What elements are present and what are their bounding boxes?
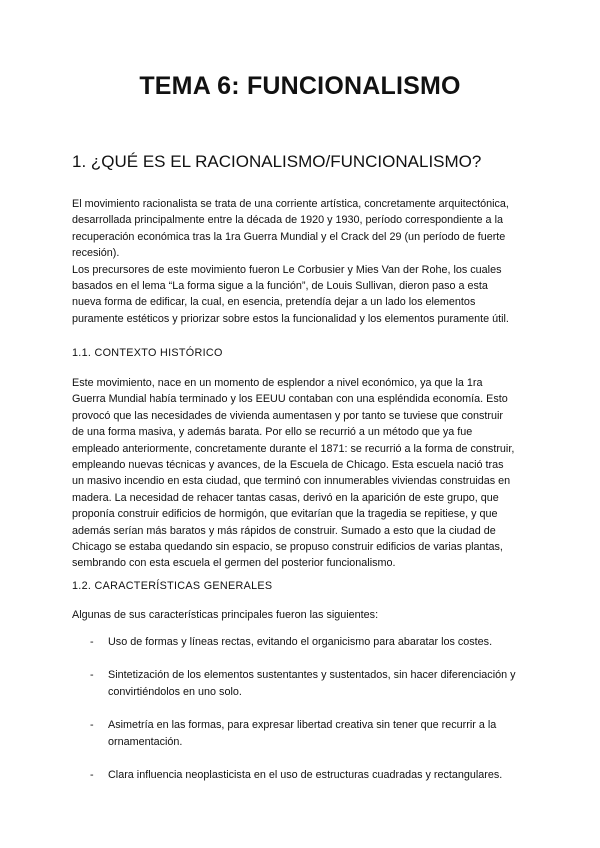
text-line: Chicago se estaba quedando sin espacio, se propuso construir edificios de varias plantas, <box>72 541 503 554</box>
text-line: un masivo incendio en esta ciudad, que terminó con innumerables viviendas construidas en <box>72 475 511 488</box>
text-line: madera. La necesidad de rehacer tantas casas, derivó en la aparición de este grupo, que <box>72 491 499 504</box>
bullet-dash: - <box>90 769 94 782</box>
text-line: provocó que las necesidades de vivienda aumentasen y por tanto se tuviese que construir <box>72 409 503 422</box>
text-line: Guerra Mundial había terminado y los EEUU contaban con una espléndida economía. Esto <box>72 393 508 406</box>
text-line: empleando nuevas técnicas y avances, de la Escuela de Chicago. Esta escuela nació tras <box>72 459 504 472</box>
text-line: Los precursores de este movimiento fueron Le Corbusier y Mies Van der Rohe, los cuales <box>72 263 502 276</box>
text-line: empleado anteriormente, concretamente durante el 1871: se recurrió a la forma de construir, <box>72 442 515 455</box>
text-line: además serían más baratos y más rápidos de construir. Sumado a esto que la ciudad de <box>72 524 496 537</box>
text-line: Asimetría en las formas, para expresar libertad creativa sin tener que recurrir a la <box>108 719 497 732</box>
list-item <box>72 717 542 750</box>
text-line: recuperación económica tras la 1ra Guerra Mundial y el Crack del 29 (un período de fuerte <box>72 230 506 243</box>
text-line: Uso de formas y líneas rectas, evitando el organicismo para abaratar los costes. <box>108 636 493 648</box>
features-list <box>72 634 542 783</box>
text-line: proponía construir edificios de hormigón, que evitarían que la tragedia se repitiese, y que <box>72 508 498 521</box>
text-line: ornamentación. <box>108 735 183 748</box>
list-item <box>72 634 542 650</box>
page-title: TEMA 6: FUNCIONALISMO <box>139 72 461 100</box>
text-line: sembrando con esta escuela el germen del posterior funcionalismo. <box>72 557 396 570</box>
text-line: Sintetización de los elementos sustentantes y sustentados, sin hacer diferenciación y <box>108 669 516 682</box>
text-line: puramente estéticos y priorizar sobre estos la funcionalidad y los elementos puramente útil. <box>72 312 509 325</box>
subsection-heading-1-2: 1.2. CARACTERÍSTICAS GENERALES <box>72 580 273 592</box>
bullet-dash: - <box>90 719 94 732</box>
text-line: Este movimiento, nace en un momento de esplendor a nivel económico, ya que la 1ra <box>72 377 483 389</box>
subsection-heading-1-1: 1.1. CONTEXTO HISTÓRICO <box>72 347 223 359</box>
features-intro: Algunas de sus características principales fueron las siguientes: <box>72 609 379 621</box>
section-heading-1: 1. ¿QUÉ ES EL RACIONALISMO/FUNCIONALISMO? <box>72 152 482 171</box>
text-line: nueva forma de edificar, la cual, en esencia, pretendía dejar a un lado los elementos <box>72 296 476 309</box>
intro-paragraph <box>72 196 532 327</box>
context-paragraph <box>72 375 532 572</box>
list-item <box>72 667 542 700</box>
bullet-dash: - <box>90 636 94 648</box>
text-line: El movimiento racionalista se trata de una corriente artística, concretamente arquitectónica, <box>72 198 509 210</box>
text-line: recesión). <box>72 247 120 260</box>
text-line: desarrollada principalmente entre la década de 1920 y 1930, período correspondiente a la <box>72 214 503 227</box>
text-line: Clara influencia neoplasticista en el uso de estructuras cuadradas y rectangulares. <box>108 769 503 782</box>
text-line: de una forma masiva, y además barata. Por ello se recurrió a un método que ya fue <box>72 426 473 439</box>
text-line: convirtiéndolos en uno solo. <box>108 685 242 698</box>
bullet-dash: - <box>90 669 94 682</box>
list-item <box>72 767 542 783</box>
text-line: basados en el lema “La forma sigue a la función”, de Louis Sullivan, dieron paso a esta <box>72 280 488 293</box>
